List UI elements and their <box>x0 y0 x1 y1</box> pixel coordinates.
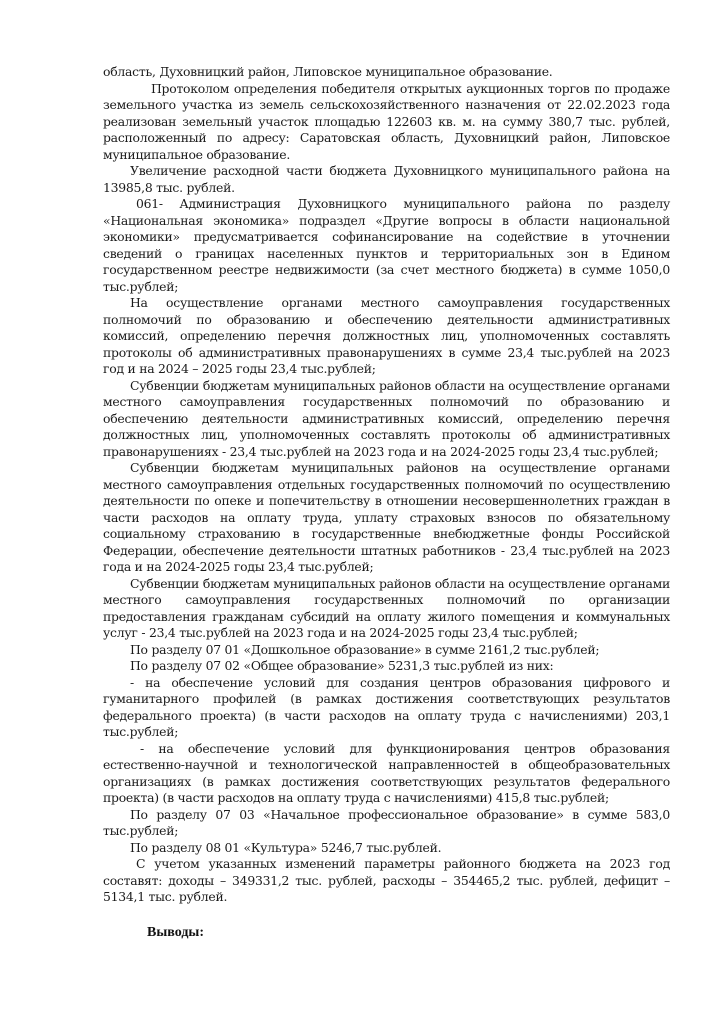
paragraph-address-continuation: область, Духовницкий район, Липовское муниципальное образование. <box>103 64 553 79</box>
paragraph-section-0701: По разделу 07 01 «Дошкольное образование» в сумме 2161,2 тыс.рублей; <box>130 641 600 657</box>
conclusions-heading: Выводы: <box>147 925 205 940</box>
document-body <box>103 64 670 906</box>
paragraph-admin-commissions: На осуществление органами местного самоуправления государственных полномочий по образованию и обеспечению деятельности административных комиссий, определению перечня должностных лиц, уполномоченных составлять протоколы об административных правонарушениях в сумме 23,4 тыс.рублей на 2023 год и на 2024 – 2025 годы 23,4 тыс.рублей; <box>103 295 670 376</box>
paragraph-section-0703: По разделу 07 03 «Начальное профессиональное образование» в сумме 583,0 тыс.рублей; <box>103 806 670 838</box>
paragraph-digital-centers: - на обеспечение условий для создания центров образования цифрового и гуманитарного профилей (в рамках достижения соответствующих результатов федерального проекта) (в части расходов на оплату труда с начислениями) 203,1 тыс.рублей; <box>103 674 670 739</box>
paragraph-subvention-commissions: Субвенции бюджетам муниципальных районов области на осуществление органами местного самоуправления государственных полномочий по образованию и обеспечению деятельности административных комиссий, определению перечня должностных лиц, уполномоченных составлять протоколы об административных правонарушениях - 23,4 тыс.рублей на 2023 года и на 2024-2025 годы 23,4 тыс.рублей; <box>103 377 670 459</box>
paragraph-subvention-guardianship: Субвенции бюджетам муниципальных районов на осуществление органами местного самоуправления отдельных государственных полномочий по осуществлению деятельности по опеке и попечительству в отношении несовершеннолетних граждан в части расходов на оплату труда, уплату страховых взносов по обязательному социальному страхованию в государственные внебюджетные фонды Российской Федерации, обеспечение деятельности штатных работников - 23,4 тыс.рублей на 2023 года и на 2024-2025 годы 23,4 тыс.рублей; <box>103 460 670 574</box>
paragraph-expense-increase: Увеличение расходной части бюджета Духовницкого муниципального района на 13985,8 тыс. рублей. <box>103 163 670 195</box>
paragraph-subvention-housing: Субвенции бюджетам муниципальных районов области на осуществление органами местного самоуправления государственных полномочий по организации предоставления гражданам субсидий на оплату жилого помещения и коммунальных услуг - 23,4 тыс.рублей на 2023 года и на 2024-2025 годы 23,4 тыс.рублей; <box>103 575 670 640</box>
paragraph-section-0702: По разделу 07 02 «Общее образование» 5231,3 тыс.рублей из них: <box>130 658 554 673</box>
paragraph-budget-parameters: С учетом указанных изменений параметры районного бюджета на 2023 год составят: доходы – 349331,2 тыс. рублей, расходы – 354465,2 тыс. рублей, дефицит – 5134,1 тыс. рублей. <box>103 856 670 904</box>
paragraph-science-centers: - на обеспечение условий для функционирования центров образования естественно-научной и технологической направленностей в общеобразовательных организациях (в рамках достижения соответствующих результатов федерального проекта) (в части расходов на оплату труда с начислениями) 415,8 тыс.рублей; <box>103 740 670 805</box>
paragraph-section-0801: По разделу 08 01 «Культура» 5246,7 тыс.рублей. <box>130 839 442 855</box>
paragraph-administration-061: 061- Администрация Духовницкого муниципального района по разделу «Национальная экономика» подраздел «Другие вопросы в области национальной экономики» предусматривается софинансирование на содействие в уточнении сведений о границах населенных пунктов и территориальных зон в Едином государственном реестре недвижимости (за счет местного бюджета) в сумме 1050,0 тыс.рублей; <box>103 196 670 294</box>
paragraph-auction-protocol: Протоколом определения победителя открытых аукционных торгов по продаже земельного участка из земель сельскохозяйственного назначения от 22.02.2023 года реализован земельный участок площадью 122603 кв. м. на сумму 380,7 тыс. рублей, расположенный по адресу: Саратовская область, Духовницкий район, Липовское муниципальное образование. <box>103 80 670 162</box>
